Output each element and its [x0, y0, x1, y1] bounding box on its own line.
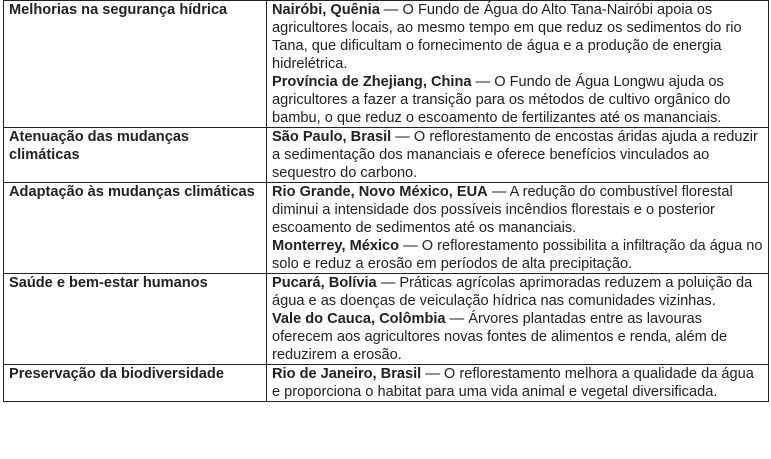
benefit-cell: Atenuação das mudanças climáticas — [4, 128, 267, 183]
table-row — [4, 128, 769, 183]
example-text: — O reflorestamento melhora a qualidade da água e proporciona o habitat para uma vida animal e vegetal diversificada. — [272, 366, 754, 400]
examples-cell — [267, 183, 769, 274]
example-text: — A redução do combustível florestal diminui a intensidade dos possíveis incêndios florestais e o posterior escoamento de sedimentos até os mananciais. — [272, 184, 733, 236]
example-entry — [272, 365, 764, 401]
example-text: — O reflorestamento possibilita a infiltração da água no solo e reduz a erosão em períodos de alta precipitação. — [272, 238, 763, 272]
benefit-cell: Preservação da biodiversidade — [4, 365, 267, 402]
example-entry — [272, 274, 764, 310]
benefit-cell: Melhorias na segurança hídrica — [4, 1, 267, 128]
example-place: Pucará, Bolívia — [272, 275, 377, 291]
examples-cell — [267, 128, 769, 183]
benefit-cell: Adaptação às mudanças climáticas — [4, 183, 267, 274]
example-place: Vale do Cauca, Colômbia — [272, 311, 446, 327]
example-entry — [272, 183, 764, 237]
benefits-table — [3, 0, 769, 402]
table-row — [4, 274, 769, 365]
example-place: Monterrey, México — [272, 238, 400, 254]
example-place: São Paulo, Brasil — [272, 129, 392, 145]
example-place: Nairóbi, Quênia — [272, 2, 380, 18]
example-place: Província de Zhejiang, China — [272, 74, 472, 90]
example-entry — [272, 73, 764, 127]
example-text: — O Fundo de Água do Alto Tana-Nairóbi apoia os agricultores locais, ao mesmo tempo em que reduz os sedimentos do rio Tana, que dificultam o fornecimento de água e a produção de energia hidrelétrica. — [272, 2, 742, 72]
example-text: — O reflorestamento de encostas áridas ajuda a reduzir a sedimentação dos mananciais e oferece benefícios vinculados ao sequestro do carbono. — [272, 129, 758, 181]
example-entry — [272, 128, 764, 182]
examples-cell — [267, 1, 769, 128]
example-entry — [272, 310, 764, 364]
example-entry — [272, 237, 764, 273]
table-row — [4, 1, 769, 128]
example-entry — [272, 1, 764, 73]
benefit-cell: Saúde e bem-estar humanos — [4, 274, 267, 365]
example-place: Rio Grande, Novo México, EUA — [272, 184, 488, 200]
example-place: Rio de Janeiro, Brasil — [272, 366, 422, 382]
examples-cell — [267, 274, 769, 365]
example-text: — Práticas agrícolas aprimoradas reduzem a poluição da água e as doenças de veiculação hídrica nas comunidades vizinhas. — [272, 275, 753, 309]
examples-cell — [267, 365, 769, 402]
table-row — [4, 183, 769, 274]
table-row — [4, 365, 769, 402]
example-text: — O Fundo de Água Longwu ajuda os agricultores a fazer a transição para os métodos de cultivo orgânico do bambu, o que reduz o escoamento de fertilizantes até os mananciais. — [272, 74, 731, 126]
example-text: — Árvores plantadas entre as lavouras oferecem aos agricultores novas fontes de alimentos e renda, além de reduzirem a erosão. — [272, 311, 728, 363]
